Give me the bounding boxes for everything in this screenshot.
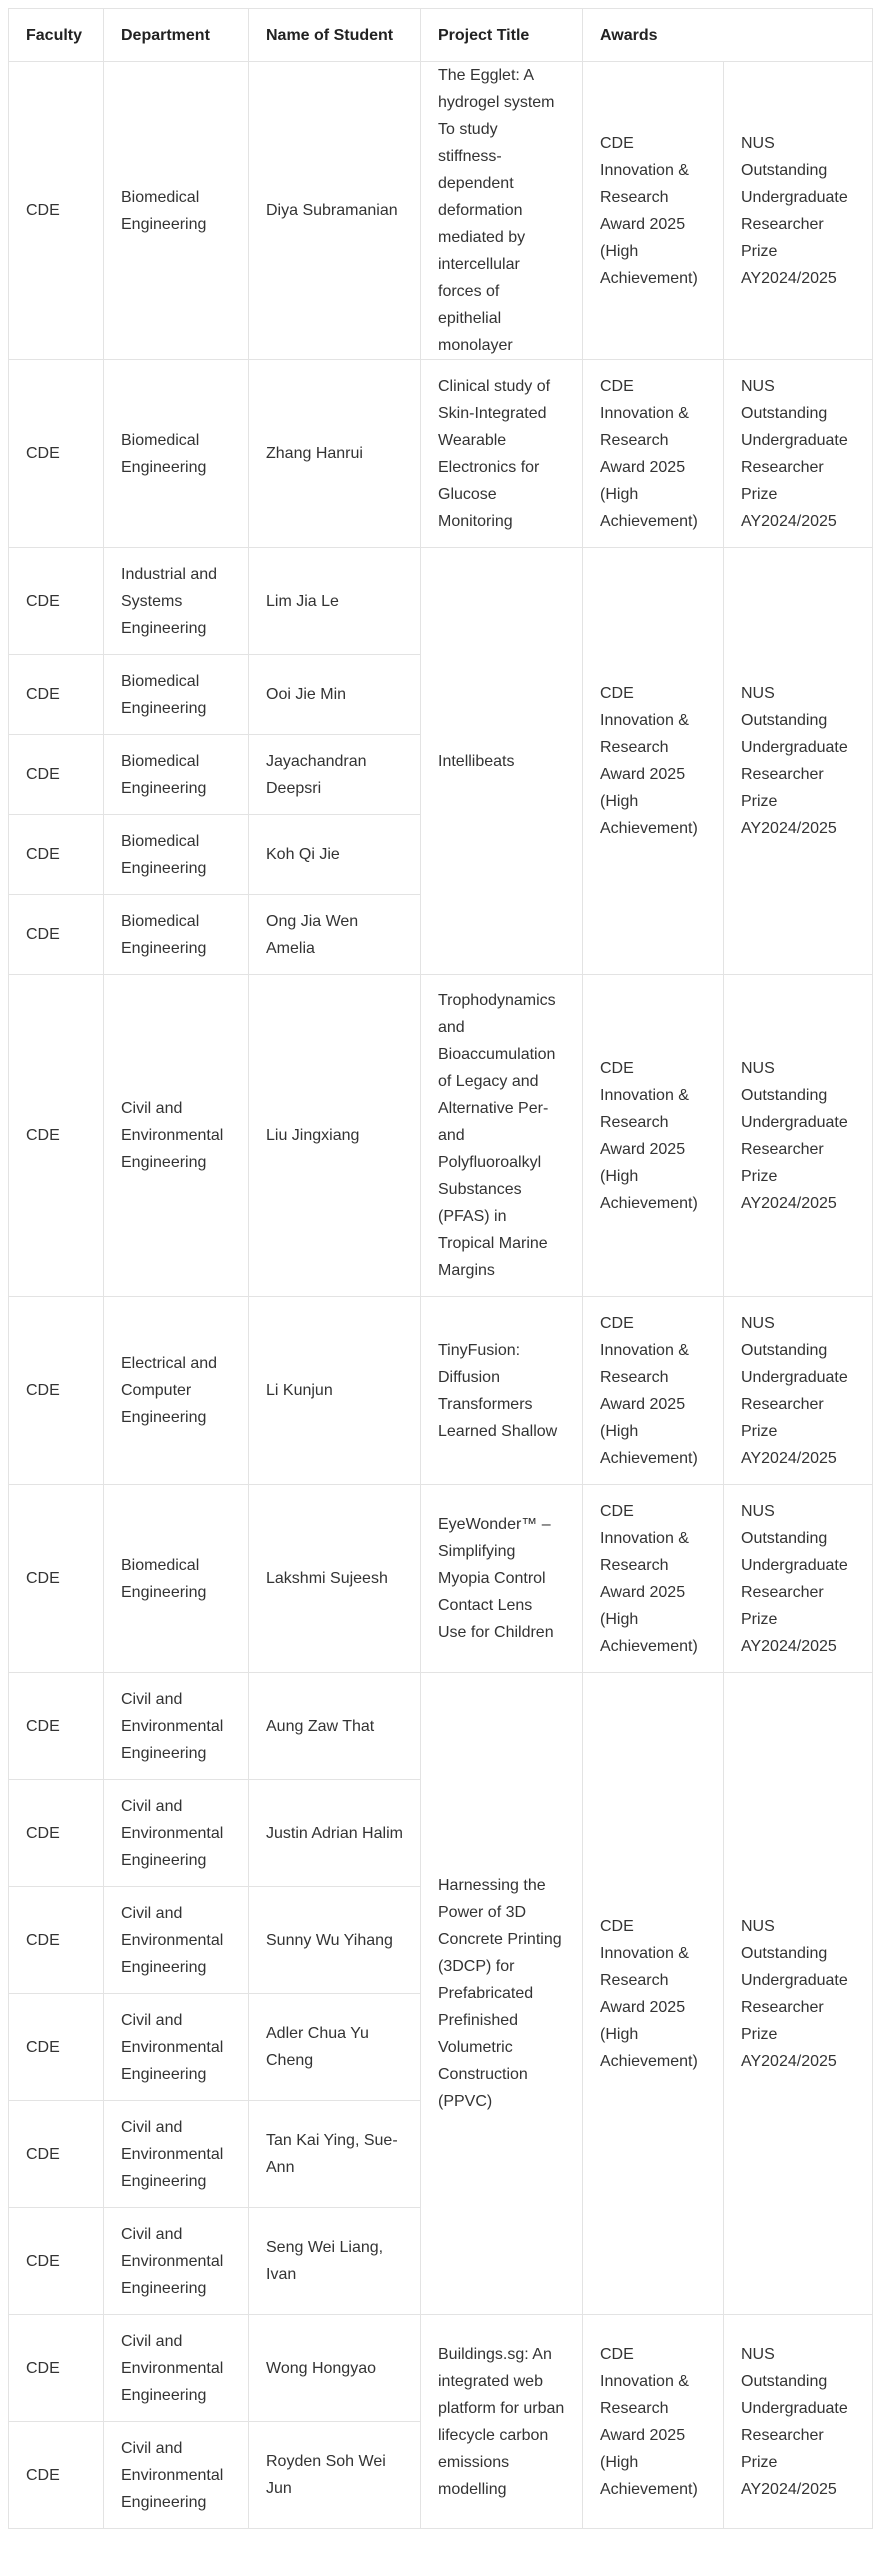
cell-department: Biomedical Engineering bbox=[104, 735, 249, 815]
cell-department: Civil and Environmental Engineering bbox=[104, 975, 249, 1297]
cell-department: Electrical and Computer Engineering bbox=[104, 1297, 249, 1485]
cell-faculty: CDE bbox=[9, 2208, 104, 2315]
cell-department: Civil and Environmental Engineering bbox=[104, 1673, 249, 1780]
header-department: Department bbox=[104, 9, 249, 62]
cell-student: Jayachandran Deepsri bbox=[249, 735, 421, 815]
table-row bbox=[9, 975, 873, 1297]
cell-faculty: CDE bbox=[9, 735, 104, 815]
cell-student: Zhang Hanrui bbox=[249, 360, 421, 548]
header-project: Project Title bbox=[421, 9, 583, 62]
header-awards: Awards bbox=[583, 9, 873, 62]
cell-student: Tan Kai Ying, Sue-Ann bbox=[249, 2101, 421, 2208]
cell-faculty: CDE bbox=[9, 655, 104, 735]
cell-student: Lakshmi Sujeesh bbox=[249, 1485, 421, 1673]
cell-award-cde: CDE Innovation & Research Award 2025 (High Achievement) bbox=[583, 548, 724, 975]
cell-project: Intellibeats bbox=[421, 548, 583, 975]
cell-student: Ong Jia Wen Amelia bbox=[249, 895, 421, 975]
cell-student: Sunny Wu Yihang bbox=[249, 1887, 421, 1994]
cell-faculty: CDE bbox=[9, 62, 104, 360]
cell-faculty: CDE bbox=[9, 1673, 104, 1780]
cell-faculty: CDE bbox=[9, 815, 104, 895]
cell-faculty: CDE bbox=[9, 1780, 104, 1887]
cell-student: Liu Jingxiang bbox=[249, 975, 421, 1297]
table-row bbox=[9, 1673, 873, 1780]
cell-student: Lim Jia Le bbox=[249, 548, 421, 655]
cell-faculty: CDE bbox=[9, 1994, 104, 2101]
cell-project: Buildings.sg: An integrated web platform for urban lifecycle carbon emissions modelling bbox=[421, 2315, 583, 2529]
header-faculty: Faculty bbox=[9, 9, 104, 62]
table-row bbox=[9, 360, 873, 548]
cell-department: Civil and Environmental Engineering bbox=[104, 2422, 249, 2529]
cell-student: Justin Adrian Halim bbox=[249, 1780, 421, 1887]
header-student: Name of Student bbox=[249, 9, 421, 62]
cell-award-nus: NUS Outstanding Undergraduate Researcher Prize AY2024/2025 bbox=[724, 1673, 873, 2315]
cell-award-cde: CDE Innovation & Research Award 2025 (High Achievement) bbox=[583, 1297, 724, 1485]
cell-award-cde: CDE Innovation & Research Award 2025 (High Achievement) bbox=[583, 975, 724, 1297]
cell-faculty: CDE bbox=[9, 1297, 104, 1485]
cell-department: Biomedical Engineering bbox=[104, 360, 249, 548]
cell-faculty: CDE bbox=[9, 1887, 104, 1994]
awards-table bbox=[8, 8, 873, 2529]
cell-project: Trophodynamics and Bioaccumulation of Legacy and Alternative Per- and Polyfluoroalkyl Substances (PFAS) in Tropical Marine Margins bbox=[421, 975, 583, 1297]
cell-faculty: CDE bbox=[9, 975, 104, 1297]
cell-student: Seng Wei Liang, Ivan bbox=[249, 2208, 421, 2315]
table-row bbox=[9, 2315, 873, 2422]
cell-award-nus: NUS Outstanding Undergraduate Researcher Prize AY2024/2025 bbox=[724, 975, 873, 1297]
cell-project: Harnessing the Power of 3D Concrete Printing (3DCP) for Prefabricated Prefinished Volumetric Construction (PPVC) bbox=[421, 1673, 583, 2315]
cell-department: Biomedical Engineering bbox=[104, 1485, 249, 1673]
cell-department: Civil and Environmental Engineering bbox=[104, 1780, 249, 1887]
cell-faculty: CDE bbox=[9, 548, 104, 655]
cell-award-nus: NUS Outstanding Undergraduate Researcher Prize AY2024/2025 bbox=[724, 62, 873, 360]
cell-student: Wong Hongyao bbox=[249, 2315, 421, 2422]
cell-award-nus: NUS Outstanding Undergraduate Researcher Prize AY2024/2025 bbox=[724, 1297, 873, 1485]
cell-faculty: CDE bbox=[9, 360, 104, 548]
cell-student: Aung Zaw That bbox=[249, 1673, 421, 1780]
cell-award-cde: CDE Innovation & Research Award 2025 (High Achievement) bbox=[583, 1673, 724, 2315]
cell-project: EyeWonder™ – Simplifying Myopia Control Contact Lens Use for Children bbox=[421, 1485, 583, 1673]
table-row bbox=[9, 548, 873, 655]
cell-faculty: CDE bbox=[9, 1485, 104, 1673]
cell-department: Civil and Environmental Engineering bbox=[104, 2315, 249, 2422]
cell-department: Biomedical Engineering bbox=[104, 815, 249, 895]
cell-student: Li Kunjun bbox=[249, 1297, 421, 1485]
table-row bbox=[9, 1297, 873, 1485]
cell-faculty: CDE bbox=[9, 2101, 104, 2208]
cell-project: TinyFusion: Diffusion Transformers Learned Shallow bbox=[421, 1297, 583, 1485]
cell-department: Biomedical Engineering bbox=[104, 655, 249, 735]
cell-department: Civil and Environmental Engineering bbox=[104, 1994, 249, 2101]
cell-project: The Egglet: A hydrogel system To study stiffness-dependent deformation mediated by intercellular forces of epithelial monolayer bbox=[421, 62, 583, 360]
cell-award-cde: CDE Innovation & Research Award 2025 (High Achievement) bbox=[583, 1485, 724, 1673]
table-header-row bbox=[9, 9, 873, 62]
cell-award-cde: CDE Innovation & Research Award 2025 (High Achievement) bbox=[583, 360, 724, 548]
table-row bbox=[9, 62, 873, 360]
cell-award-nus: NUS Outstanding Undergraduate Researcher Prize AY2024/2025 bbox=[724, 1485, 873, 1673]
cell-department: Biomedical Engineering bbox=[104, 62, 249, 360]
cell-award-cde: CDE Innovation & Research Award 2025 (High Achievement) bbox=[583, 2315, 724, 2529]
cell-award-nus: NUS Outstanding Undergraduate Researcher Prize AY2024/2025 bbox=[724, 360, 873, 548]
cell-student: Ooi Jie Min bbox=[249, 655, 421, 735]
cell-department: Civil and Environmental Engineering bbox=[104, 2101, 249, 2208]
cell-student: Diya Subramanian bbox=[249, 62, 421, 360]
cell-award-nus: NUS Outstanding Undergraduate Researcher Prize AY2024/2025 bbox=[724, 548, 873, 975]
cell-student: Koh Qi Jie bbox=[249, 815, 421, 895]
cell-project: Clinical study of Skin-Integrated Wearable Electronics for Glucose Monitoring bbox=[421, 360, 583, 548]
cell-department: Civil and Environmental Engineering bbox=[104, 1887, 249, 1994]
cell-department: Biomedical Engineering bbox=[104, 895, 249, 975]
cell-student: Adler Chua Yu Cheng bbox=[249, 1994, 421, 2101]
cell-faculty: CDE bbox=[9, 2315, 104, 2422]
cell-faculty: CDE bbox=[9, 2422, 104, 2529]
cell-department: Civil and Environmental Engineering bbox=[104, 2208, 249, 2315]
table-row bbox=[9, 1485, 873, 1673]
cell-faculty: CDE bbox=[9, 895, 104, 975]
cell-student: Royden Soh Wei Jun bbox=[249, 2422, 421, 2529]
cell-award-cde: CDE Innovation & Research Award 2025 (High Achievement) bbox=[583, 62, 724, 360]
cell-department: Industrial and Systems Engineering bbox=[104, 548, 249, 655]
cell-award-nus: NUS Outstanding Undergraduate Researcher Prize AY2024/2025 bbox=[724, 2315, 873, 2529]
